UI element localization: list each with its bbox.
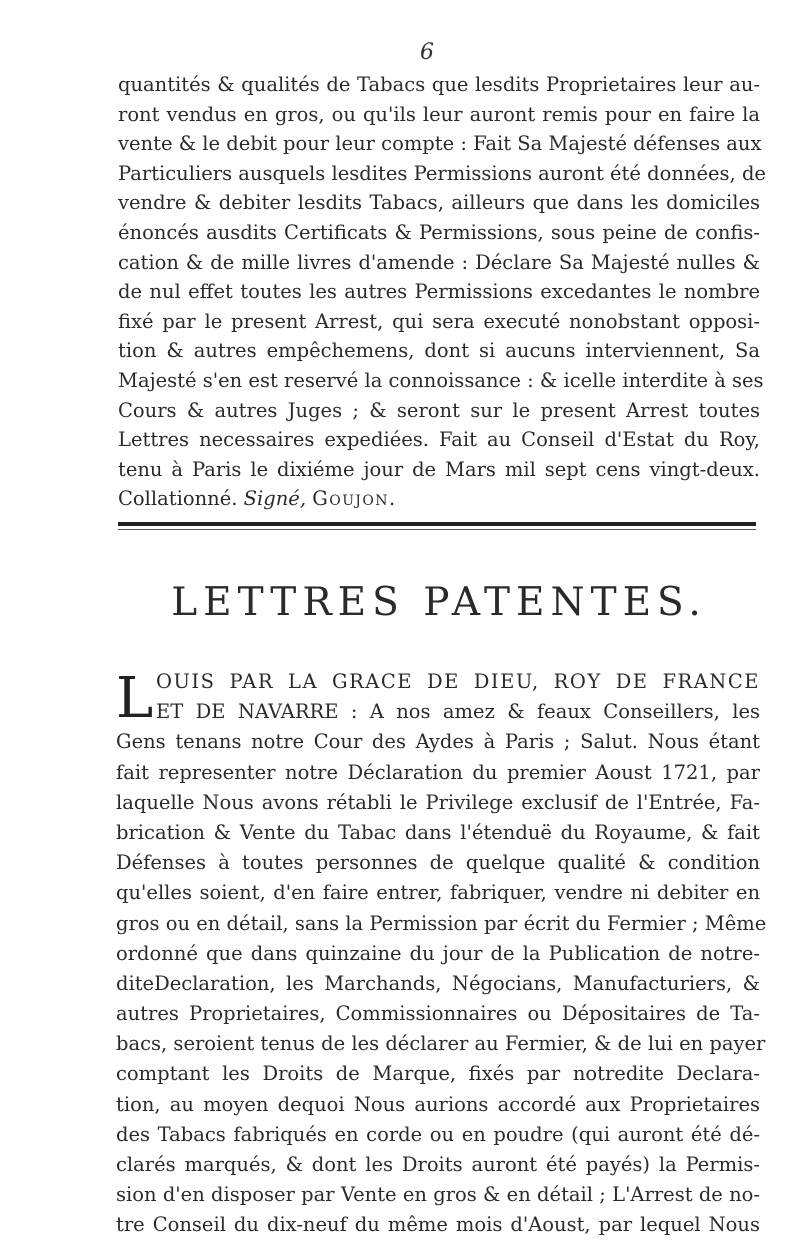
collation-signed: Signé, <box>243 487 307 511</box>
text-line: autres Proprietaires, Commissionnaires ou Dépositaires de Ta- <box>116 1002 760 1026</box>
text-line: fixé par le present Arrest, qui sera executé nonobstant opposi- <box>118 309 760 333</box>
collation-prefix: Collationné. <box>118 487 238 511</box>
section-divider-thick <box>118 522 756 526</box>
text-line: tenu à Paris le dixiéme jour de Mars mil sept cens vingt-deux. <box>118 457 760 481</box>
text-line: tion & autres empêchemens, dont si aucuns interviennent, Sa <box>118 339 760 363</box>
text-line: bacs, seroient tenus de les déclarer au Fermier, & de lui en payer <box>116 1032 766 1056</box>
text-line: ront vendus en gros, ou qu'ils leur auront remis pour en faire la <box>118 102 760 126</box>
opening-line-2 <box>116 697 760 727</box>
text-line: gros ou en détail, sans la Permission par écrit du Fermier ; Même <box>116 911 767 935</box>
text-line: vente & le debit pour leur compte : Fait Sa Majesté défenses aux <box>118 132 762 156</box>
section-divider-thin <box>118 529 756 530</box>
body-paragraph <box>116 666 767 1241</box>
text-line: qu'elles soient, d'en faire entrer, fabriquer, vendre ni debiter en <box>116 881 760 905</box>
text-line: de nul effet toutes les autres Permissions excedantes le nombre <box>118 280 760 304</box>
text-line: Gens tenans notre Cour des Aydes à Paris ; Salut. Nous étant <box>116 730 760 754</box>
text-line: laquelle Nous avons rétabli le Privilege exclusif de l'Entrée, Fa- <box>116 790 760 814</box>
text-line: vendre & debiter lesdits Tabacs, ailleurs que dans les domiciles <box>118 191 760 215</box>
text-line: comptant les Droits de Marque, fixés par notredite Declara- <box>116 1062 760 1086</box>
text-line: Défenses à toutes personnes de quelque qualité & condition <box>116 851 760 875</box>
section-heading: LETTRES PATENTES. <box>171 580 707 625</box>
text-line: diteDeclaration, les Marchands, Négocians, Manufacturiers, & <box>116 971 760 995</box>
collation-name: Goujon. <box>312 487 397 511</box>
text-line: Lettres necessaires expediées. Fait au Conseil d'Estat du Roy, <box>118 428 760 452</box>
text-line: des Tabacs fabriqués en corde ou en poudre (qui auront été dé- <box>116 1122 760 1146</box>
text-line: fait representer notre Déclaration du premier Aoust 1721, par <box>116 760 760 784</box>
opening-title: OUIS PAR LA GRACE DE DIEU, ROY DE FRANCE <box>156 670 760 693</box>
text-line: énoncés ausdits Certificats & Permissions, sous peine de confis- <box>118 220 760 244</box>
page-number: 6 <box>420 40 434 65</box>
text-line: Cours & autres Juges ; & seront sur le present Arrest toutes <box>118 398 760 422</box>
text-line: tre Conseil du dix-neuf du même mois d'Aoust, par lequel Nous <box>116 1213 760 1237</box>
text-line: Majesté s'en est reservé la connoissance : & icelle interdite à ses <box>118 368 764 392</box>
text-line: ordonné que dans quinzaine du jour de la Publication de notre- <box>116 941 760 965</box>
text-line: brication & Vente du Tabac dans l'étenduë du Royaume, & fait <box>116 820 760 844</box>
text-line: tion, au moyen dequoi Nous aurions accordé aux Proprietaires <box>116 1092 760 1116</box>
text-line: clarés marqués, & dont les Droits auront été payés) la Permis- <box>116 1153 760 1176</box>
text-line: quantités & qualités de Tabacs que lesdits Proprietaires leur au- <box>118 73 760 96</box>
opening-continuation: ET DE NAVARRE : A nos amez & feaux Conseillers, les <box>156 700 760 724</box>
text-line: sion d'en disposer par Vente en gros & en détail ; L'Arrest de no- <box>116 1183 760 1207</box>
drop-cap: L <box>116 666 154 731</box>
text-line: Particuliers ausquels lesdites Permissions auront été données, de <box>118 161 766 185</box>
text-line: cation & de mille livres d'amende : Déclare Sa Majesté nulles & <box>118 250 760 274</box>
collation-line <box>118 484 760 514</box>
top-paragraph <box>118 70 766 514</box>
